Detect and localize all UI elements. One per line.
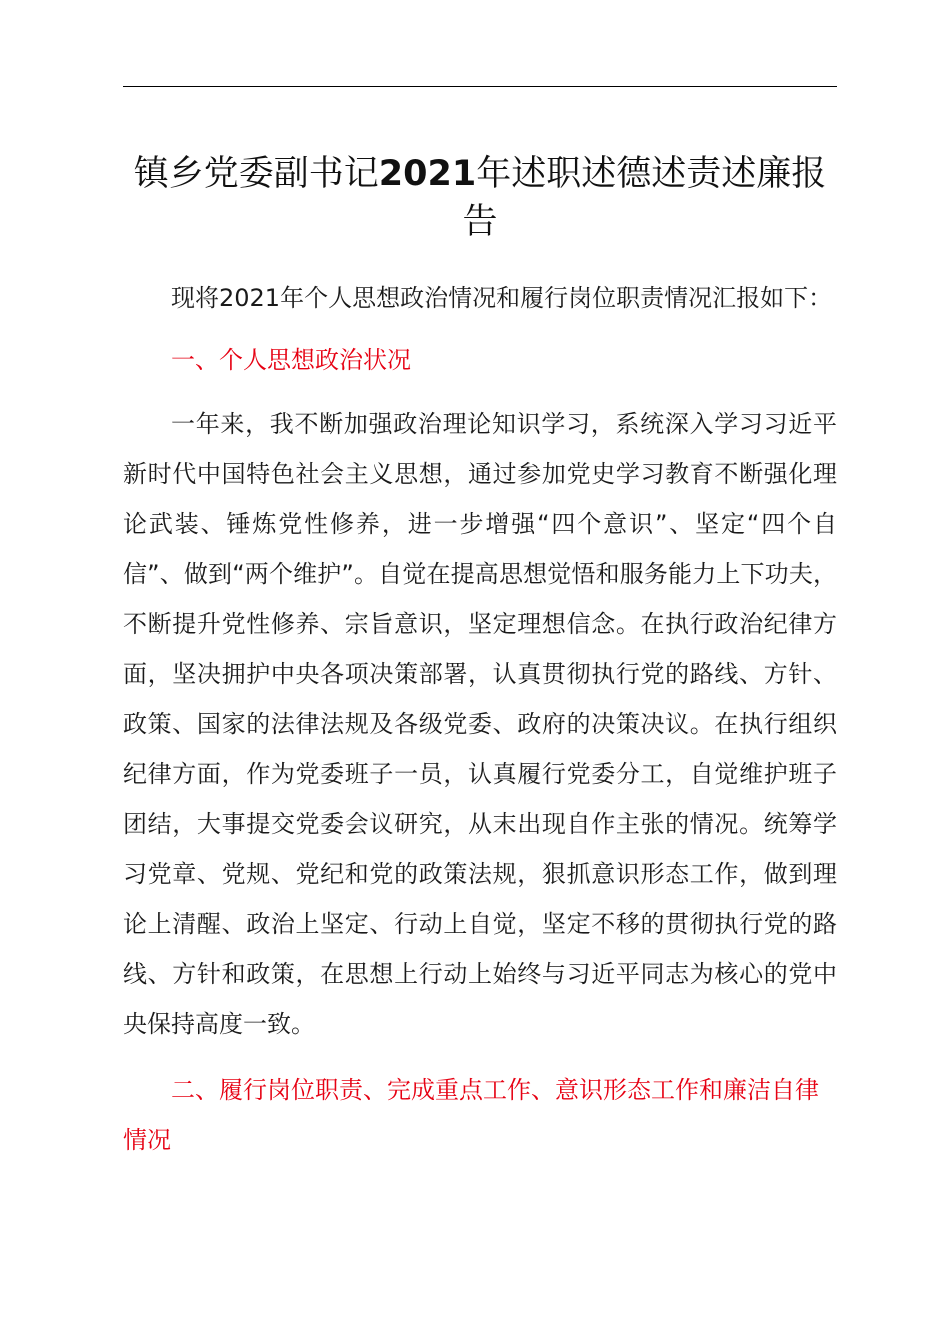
title-year: 2021 xyxy=(378,154,477,194)
intro-paragraph: 现将2021年个人思想政治情况和履行岗位职责情况汇报如下： xyxy=(171,284,833,312)
header-rule xyxy=(123,86,837,87)
document-title xyxy=(118,150,842,246)
document-body xyxy=(123,273,837,1165)
section-paragraph-1: 一年来，我不断加强政治理论知识学习，系统深入学习习近平新时代中国特色社会主义思想，通过参加党史学习教育不断强化理论武装、锤炼党性修养，进一步增强“四个意识”、坚定“四个自信”、做到“两个维护”。自觉在提高思想觉悟和服务能力上下功夫，不断提升党性修养、宗旨意识，坚定理想信念。在执行政治纪律方面，坚决拥护中央各项决策部署，认真贯彻执行党的路线、方针、政策、国家的法律法规及各级党委、政府的决策决议。在执行组织纪律方面，作为党委班子一员，认真履行党委分工，自觉维护班子团结，大事提交党委会议研究，从末出现自作主张的情况。统筹学习党章、党规、党纪和党的政策法规，狠抓意识形态工作，做到理论上清醒、政治上坚定、行动上自觉，坚定不移的贯彻执行党的路线、方针和政策，在思想上行动上始终与习近平同志为核心的党中央保持高度一致。 xyxy=(123,410,837,1038)
section-heading-2: 二、履行岗位职责、完成重点工作、意识形态工作和廉洁自律情况 xyxy=(123,1076,819,1154)
title-suffix: 年述职述德述责述廉报告 xyxy=(462,154,827,242)
title-prefix: 镇乡党委副书记 xyxy=(133,154,379,194)
section-heading-1: 一、个人思想政治状况 xyxy=(171,346,411,374)
